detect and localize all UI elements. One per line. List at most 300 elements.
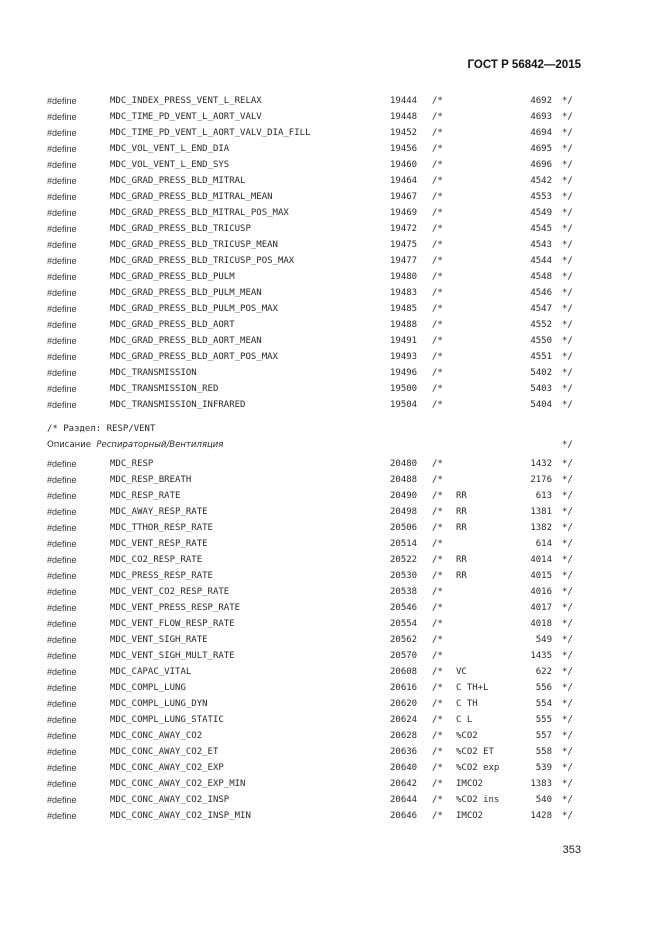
define-row <box>0 744 661 760</box>
comment-open: /* <box>432 667 443 677</box>
define-keyword: #define <box>47 320 77 330</box>
section-description-text: Респираторный/Вентиляция <box>96 440 224 450</box>
section-title: /* Раздел: RESP/VENT <box>47 424 156 434</box>
constant-code: 20506 <box>390 523 418 533</box>
constant-code: 19469 <box>390 208 418 218</box>
reference-number: 1432 <box>530 459 552 469</box>
define-row <box>0 504 661 520</box>
comment-open: /* <box>432 795 443 805</box>
constant-code: 19472 <box>390 224 418 234</box>
comment-close: */ <box>562 96 573 106</box>
define-keyword: #define <box>47 208 77 218</box>
reference-number: 5404 <box>530 400 552 410</box>
abbreviation: %CO2 exp <box>456 763 500 773</box>
define-list-block-2 <box>0 456 661 824</box>
define-keyword: #define <box>47 288 77 298</box>
abbreviation: RR <box>456 523 467 533</box>
define-keyword: #define <box>47 475 77 485</box>
constant-code: 20624 <box>390 715 418 725</box>
constant-name: MDC_PRESS_RESP_RATE <box>110 571 213 581</box>
comment-close: */ <box>562 699 573 709</box>
comment-close: */ <box>562 224 573 234</box>
comment-close: */ <box>562 240 573 250</box>
reference-number: 4553 <box>530 192 552 202</box>
reference-number: 4014 <box>530 555 552 565</box>
constant-code: 19467 <box>390 192 418 202</box>
comment-close: */ <box>562 539 573 549</box>
define-keyword: #define <box>47 176 77 186</box>
define-keyword: #define <box>47 635 77 645</box>
abbreviation: RR <box>456 555 467 565</box>
reference-number: 4696 <box>530 160 552 170</box>
comment-close: */ <box>562 635 573 645</box>
reference-number: 4544 <box>530 256 552 266</box>
constant-code: 20646 <box>390 811 418 821</box>
section-description-close: */ <box>562 440 573 450</box>
constant-code: 19480 <box>390 272 418 282</box>
constant-name: MDC_GRAD_PRESS_BLD_MITRAL_MEAN <box>110 192 273 202</box>
reference-number: 4695 <box>530 144 552 154</box>
comment-close: */ <box>562 779 573 789</box>
constant-code: 19477 <box>390 256 418 266</box>
comment-close: */ <box>562 491 573 501</box>
comment-open: /* <box>432 288 443 298</box>
comment-open: /* <box>432 635 443 645</box>
comment-open: /* <box>432 160 443 170</box>
reference-number: 549 <box>535 635 552 645</box>
define-keyword: #define <box>47 368 77 378</box>
define-keyword: #define <box>47 619 77 629</box>
reference-number: 613 <box>535 491 552 501</box>
reference-number: 4016 <box>530 587 552 597</box>
constant-name: MDC_GRAD_PRESS_BLD_AORT_MEAN <box>110 336 262 346</box>
define-keyword: #define <box>47 699 77 709</box>
define-row <box>0 600 661 616</box>
comment-open: /* <box>432 224 443 234</box>
abbreviation: IMCO2 <box>456 779 484 789</box>
comment-open: /* <box>432 144 443 154</box>
define-keyword: #define <box>47 603 77 613</box>
constant-name: MDC_COMPL_LUNG <box>110 683 186 693</box>
define-row <box>0 616 661 632</box>
constant-name: MDC_RESP_BREATH <box>110 475 192 485</box>
abbreviation: C TH <box>456 699 478 709</box>
define-keyword: #define <box>47 96 77 106</box>
reference-number: 4018 <box>530 619 552 629</box>
reference-number: 557 <box>535 731 552 741</box>
reference-number: 4017 <box>530 603 552 613</box>
comment-open: /* <box>432 352 443 362</box>
constant-code: 19491 <box>390 336 418 346</box>
comment-close: */ <box>562 256 573 266</box>
define-row <box>0 456 661 472</box>
reference-number: 4543 <box>530 240 552 250</box>
define-row <box>0 157 661 173</box>
define-row <box>0 301 661 317</box>
reference-number: 540 <box>535 795 552 805</box>
constant-name: MDC_GRAD_PRESS_BLD_TRICUSP <box>110 224 251 234</box>
reference-number: 4548 <box>530 272 552 282</box>
comment-close: */ <box>562 288 573 298</box>
define-row <box>0 568 661 584</box>
constant-name: MDC_RESP <box>110 459 154 469</box>
constant-code: 19493 <box>390 352 418 362</box>
comment-open: /* <box>432 208 443 218</box>
comment-close: */ <box>562 272 573 282</box>
define-row <box>0 680 661 696</box>
comment-close: */ <box>562 192 573 202</box>
define-row <box>0 632 661 648</box>
constant-name: MDC_GRAD_PRESS_BLD_MITRAL <box>110 176 246 186</box>
constant-code: 20644 <box>390 795 418 805</box>
constant-name: MDC_INDEX_PRESS_VENT_L_RELAX <box>110 96 262 106</box>
abbreviation: IMCO2 <box>456 811 484 821</box>
comment-open: /* <box>432 368 443 378</box>
comment-close: */ <box>562 811 573 821</box>
reference-number: 554 <box>535 699 552 709</box>
define-row <box>0 381 661 397</box>
define-keyword: #define <box>47 192 77 202</box>
constant-name: MDC_GRAD_PRESS_BLD_AORT <box>110 320 235 330</box>
constant-name: MDC_TIME_PD_VENT_L_AORT_VALV_DIA_FILL <box>110 128 311 138</box>
reference-number: 4550 <box>530 336 552 346</box>
abbreviation: %CO2 <box>456 731 478 741</box>
constant-code: 20546 <box>390 603 418 613</box>
reference-number: 4546 <box>530 288 552 298</box>
comment-close: */ <box>562 336 573 346</box>
define-row <box>0 269 661 285</box>
define-keyword: #define <box>47 507 77 517</box>
define-keyword: #define <box>47 715 77 725</box>
define-row <box>0 760 661 776</box>
abbreviation: C L <box>456 715 473 725</box>
comment-open: /* <box>432 400 443 410</box>
constant-name: MDC_VENT_SIGH_RATE <box>110 635 208 645</box>
reference-number: 1435 <box>530 651 552 661</box>
reference-number: 556 <box>535 683 552 693</box>
reference-number: 539 <box>535 763 552 773</box>
comment-close: */ <box>562 144 573 154</box>
define-row <box>0 552 661 568</box>
comment-close: */ <box>562 747 573 757</box>
reference-number: 5402 <box>530 368 552 378</box>
constant-code: 19452 <box>390 128 418 138</box>
comment-open: /* <box>432 128 443 138</box>
constant-name: MDC_CONC_AWAY_CO2_EXP <box>110 763 224 773</box>
comment-close: */ <box>562 128 573 138</box>
reference-number: 2176 <box>530 475 552 485</box>
abbreviation: RR <box>456 507 467 517</box>
reference-number: 1382 <box>530 523 552 533</box>
comment-close: */ <box>562 603 573 613</box>
comment-close: */ <box>562 587 573 597</box>
constant-code: 20514 <box>390 539 418 549</box>
define-keyword: #define <box>47 523 77 533</box>
define-row <box>0 141 661 157</box>
constant-code: 19460 <box>390 160 418 170</box>
define-row <box>0 696 661 712</box>
comment-open: /* <box>432 715 443 725</box>
abbreviation: C TH+L <box>456 683 489 693</box>
comment-open: /* <box>432 763 443 773</box>
constant-name: MDC_VENT_CO2_RESP_RATE <box>110 587 230 597</box>
reference-number: 1383 <box>530 779 552 789</box>
abbreviation: %CO2 ET <box>456 747 494 757</box>
constant-name: MDC_AWAY_RESP_RATE <box>110 507 208 517</box>
comment-open: /* <box>432 587 443 597</box>
define-keyword: #define <box>47 491 77 501</box>
constant-name: MDC_GRAD_PRESS_BLD_TRICUSP_MEAN <box>110 240 278 250</box>
comment-open: /* <box>432 112 443 122</box>
comment-close: */ <box>562 555 573 565</box>
define-row <box>0 776 661 792</box>
reference-number: 4547 <box>530 304 552 314</box>
define-keyword: #define <box>47 400 77 410</box>
comment-close: */ <box>562 208 573 218</box>
constant-code: 19475 <box>390 240 418 250</box>
constant-name: MDC_GRAD_PRESS_BLD_PULM_MEAN <box>110 288 262 298</box>
comment-close: */ <box>562 715 573 725</box>
define-row <box>0 349 661 365</box>
define-row <box>0 317 661 333</box>
constant-code: 19488 <box>390 320 418 330</box>
comment-close: */ <box>562 619 573 629</box>
comment-open: /* <box>432 475 443 485</box>
constant-code: 20522 <box>390 555 418 565</box>
comment-close: */ <box>562 667 573 677</box>
abbreviation: %CO2 ins <box>456 795 500 805</box>
abbreviation: RR <box>456 491 467 501</box>
define-row <box>0 536 661 552</box>
reference-number: 4551 <box>530 352 552 362</box>
comment-open: /* <box>432 256 443 266</box>
reference-number: 5403 <box>530 384 552 394</box>
comment-close: */ <box>562 731 573 741</box>
define-keyword: #define <box>47 651 77 661</box>
abbreviation: RR <box>456 571 467 581</box>
define-row <box>0 221 661 237</box>
define-keyword: #define <box>47 683 77 693</box>
comment-open: /* <box>432 779 443 789</box>
constant-name: MDC_GRAD_PRESS_BLD_PULM_POS_MAX <box>110 304 278 314</box>
constant-name: MDC_TRANSMISSION_RED <box>110 384 219 394</box>
comment-close: */ <box>562 459 573 469</box>
reference-number: 4542 <box>530 176 552 186</box>
comment-close: */ <box>562 304 573 314</box>
define-row <box>0 648 661 664</box>
constant-code: 19496 <box>390 368 418 378</box>
define-keyword: #define <box>47 256 77 266</box>
define-keyword: #define <box>47 539 77 549</box>
constant-code: 20608 <box>390 667 418 677</box>
constant-code: 19444 <box>390 96 418 106</box>
comment-close: */ <box>562 683 573 693</box>
comment-open: /* <box>432 539 443 549</box>
comment-open: /* <box>432 336 443 346</box>
define-keyword: #define <box>47 795 77 805</box>
constant-name: MDC_CAPAC_VITAL <box>110 667 192 677</box>
comment-open: /* <box>432 523 443 533</box>
comment-open: /* <box>432 320 443 330</box>
constant-code: 19485 <box>390 304 418 314</box>
constant-code: 19464 <box>390 176 418 186</box>
constant-code: 20488 <box>390 475 418 485</box>
section-description <box>47 440 223 450</box>
comment-close: */ <box>562 368 573 378</box>
constant-code: 19504 <box>390 400 418 410</box>
page-number: 353 <box>562 844 581 856</box>
define-row <box>0 472 661 488</box>
reference-number: 622 <box>535 667 552 677</box>
define-keyword: #define <box>47 667 77 677</box>
comment-open: /* <box>432 192 443 202</box>
constant-code: 20570 <box>390 651 418 661</box>
define-keyword: #define <box>47 224 77 234</box>
reference-number: 4692 <box>530 96 552 106</box>
define-row <box>0 125 661 141</box>
define-row <box>0 253 661 269</box>
comment-close: */ <box>562 571 573 581</box>
define-keyword: #define <box>47 144 77 154</box>
define-row <box>0 205 661 221</box>
constant-code: 20480 <box>390 459 418 469</box>
comment-open: /* <box>432 731 443 741</box>
define-keyword: #define <box>47 304 77 314</box>
constant-code: 20640 <box>390 763 418 773</box>
define-keyword: #define <box>47 587 77 597</box>
define-row <box>0 728 661 744</box>
constant-name: MDC_TTHOR_RESP_RATE <box>110 523 213 533</box>
constant-name: MDC_COMPL_LUNG_DYN <box>110 699 208 709</box>
reference-number: 4552 <box>530 320 552 330</box>
define-keyword: #define <box>47 112 77 122</box>
constant-code: 19448 <box>390 112 418 122</box>
constant-code: 20498 <box>390 507 418 517</box>
comment-close: */ <box>562 523 573 533</box>
comment-close: */ <box>562 320 573 330</box>
constant-name: MDC_CONC_AWAY_CO2_INSP_MIN <box>110 811 251 821</box>
comment-open: /* <box>432 304 443 314</box>
define-keyword: #define <box>47 747 77 757</box>
comment-open: /* <box>432 699 443 709</box>
comment-close: */ <box>562 400 573 410</box>
define-row <box>0 333 661 349</box>
comment-close: */ <box>562 651 573 661</box>
define-row <box>0 397 661 413</box>
define-row <box>0 792 661 808</box>
define-keyword: #define <box>47 555 77 565</box>
comment-open: /* <box>432 272 443 282</box>
define-row <box>0 189 661 205</box>
constant-name: MDC_CONC_AWAY_CO2 <box>110 731 203 741</box>
reference-number: 1428 <box>530 811 552 821</box>
define-row <box>0 365 661 381</box>
constant-name: MDC_CONC_AWAY_CO2_EXP_MIN <box>110 779 246 789</box>
constant-code: 20636 <box>390 747 418 757</box>
define-keyword: #define <box>47 731 77 741</box>
define-row <box>0 664 661 680</box>
constant-code: 20554 <box>390 619 418 629</box>
constant-name: MDC_TRANSMISSION <box>110 368 197 378</box>
define-keyword: #define <box>47 128 77 138</box>
reference-number: 4694 <box>530 128 552 138</box>
define-row <box>0 93 661 109</box>
constant-code: 19500 <box>390 384 418 394</box>
define-row <box>0 285 661 301</box>
reference-number: 614 <box>535 539 552 549</box>
constant-name: MDC_GRAD_PRESS_BLD_TRICUSP_POS_MAX <box>110 256 295 266</box>
define-keyword: #define <box>47 160 77 170</box>
comment-open: /* <box>432 96 443 106</box>
constant-name: MDC_CO2_RESP_RATE <box>110 555 203 565</box>
reference-number: 4015 <box>530 571 552 581</box>
constant-name: MDC_TRANSMISSION_INFRARED <box>110 400 246 410</box>
constant-code: 19483 <box>390 288 418 298</box>
comment-open: /* <box>432 747 443 757</box>
comment-open: /* <box>432 491 443 501</box>
comment-close: */ <box>562 763 573 773</box>
comment-open: /* <box>432 811 443 821</box>
constant-name: MDC_GRAD_PRESS_BLD_AORT_POS_MAX <box>110 352 278 362</box>
constant-name: MDC_VENT_RESP_RATE <box>110 539 208 549</box>
constant-code: 20530 <box>390 571 418 581</box>
comment-open: /* <box>432 683 443 693</box>
constant-name: MDC_COMPL_LUNG_STATIC <box>110 715 224 725</box>
comment-open: /* <box>432 507 443 517</box>
define-keyword: #define <box>47 240 77 250</box>
abbreviation: VC <box>456 667 467 677</box>
section-description-label: Описание <box>47 440 91 450</box>
define-row <box>0 584 661 600</box>
comment-open: /* <box>432 571 443 581</box>
define-row <box>0 488 661 504</box>
constant-name: MDC_GRAD_PRESS_BLD_MITRAL_POS_MAX <box>110 208 289 218</box>
comment-open: /* <box>432 603 443 613</box>
define-keyword: #define <box>47 779 77 789</box>
constant-name: MDC_CONC_AWAY_CO2_ET <box>110 747 219 757</box>
comment-open: /* <box>432 555 443 565</box>
comment-open: /* <box>432 384 443 394</box>
constant-name: MDC_VENT_FLOW_RESP_RATE <box>110 619 235 629</box>
define-row <box>0 712 661 728</box>
define-keyword: #define <box>47 336 77 346</box>
define-keyword: #define <box>47 352 77 362</box>
reference-number: 4549 <box>530 208 552 218</box>
define-row <box>0 109 661 125</box>
constant-code: 20642 <box>390 779 418 789</box>
constant-code: 20628 <box>390 731 418 741</box>
constant-name: MDC_VOL_VENT_L_END_SYS <box>110 160 230 170</box>
comment-close: */ <box>562 795 573 805</box>
constant-code: 20620 <box>390 699 418 709</box>
comment-open: /* <box>432 619 443 629</box>
constant-name: MDC_VENT_SIGH_MULT_RATE <box>110 651 235 661</box>
define-keyword: #define <box>47 459 77 469</box>
constant-name: MDC_RESP_RATE <box>110 491 181 501</box>
comment-close: */ <box>562 352 573 362</box>
comment-close: */ <box>562 384 573 394</box>
constant-code: 20562 <box>390 635 418 645</box>
reference-number: 1381 <box>530 507 552 517</box>
comment-close: */ <box>562 112 573 122</box>
constant-name: MDC_VOL_VENT_L_END_DIA <box>110 144 230 154</box>
comment-open: /* <box>432 459 443 469</box>
define-row <box>0 173 661 189</box>
constant-code: 20538 <box>390 587 418 597</box>
comment-close: */ <box>562 475 573 485</box>
define-keyword: #define <box>47 571 77 581</box>
define-row <box>0 808 661 824</box>
